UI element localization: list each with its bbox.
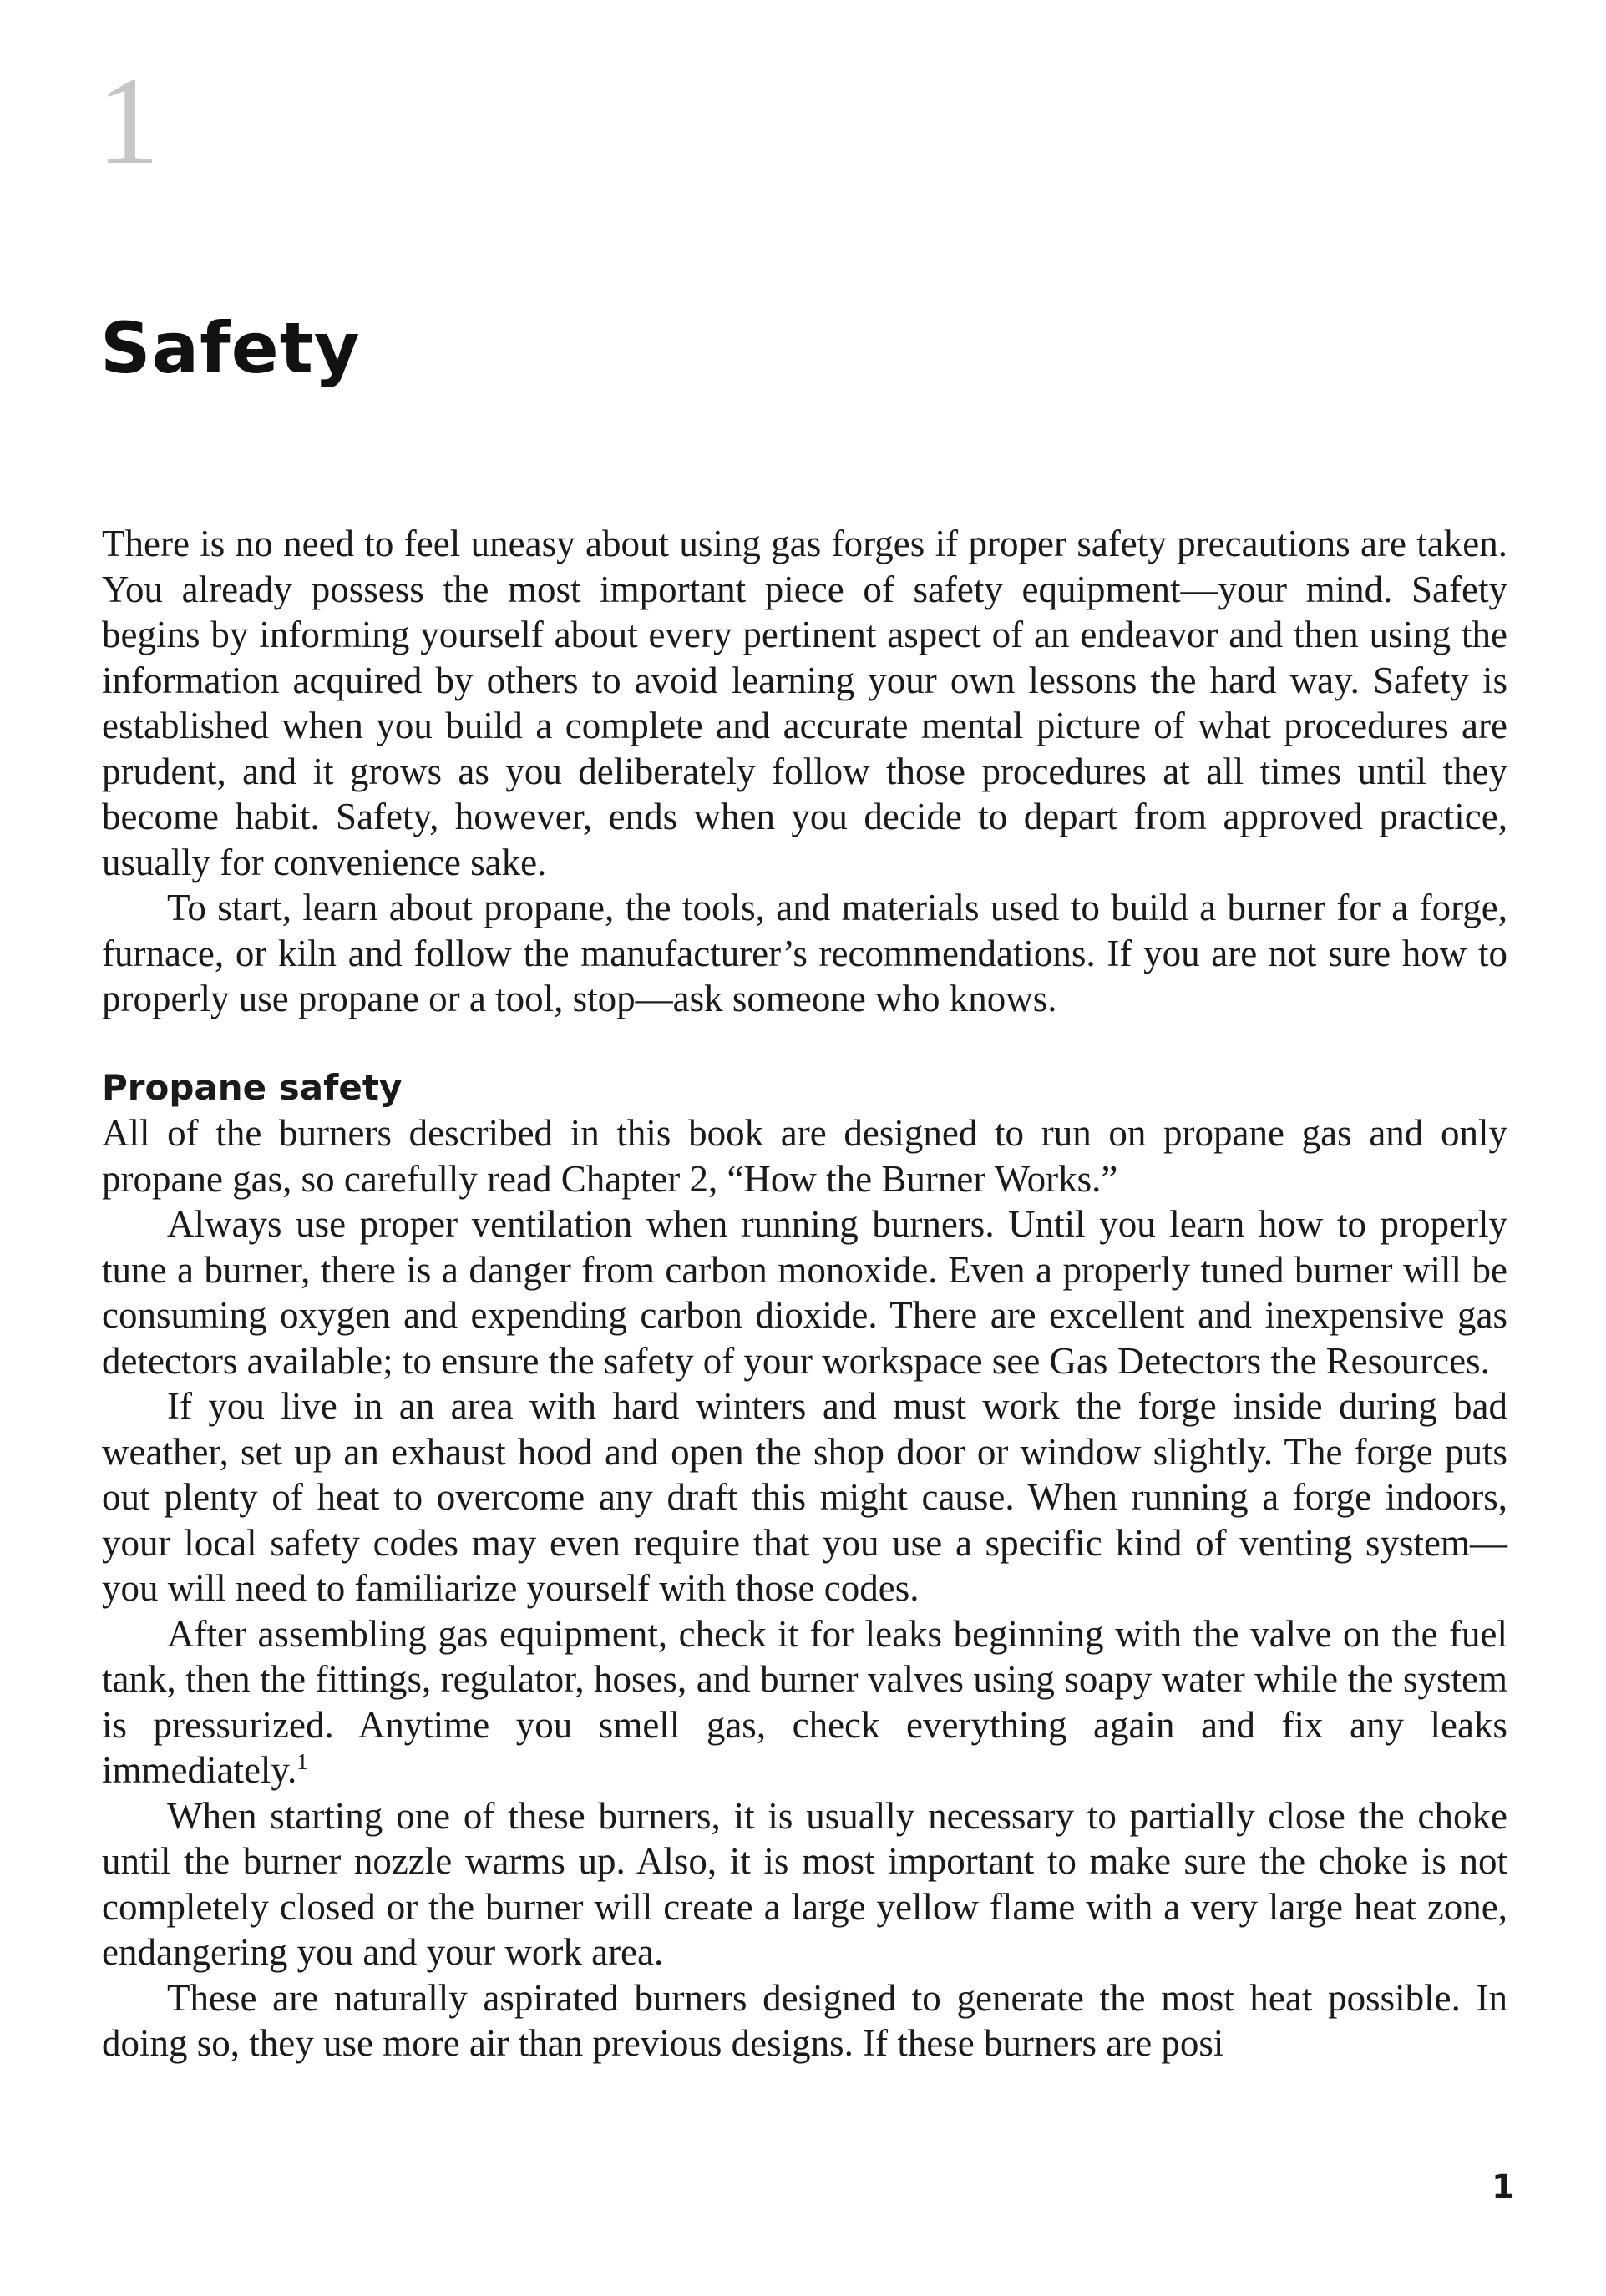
section-heading: Propane safety xyxy=(102,1067,403,1108)
intro-section xyxy=(102,521,1507,1022)
paragraph: If you live in an area with hard winters and must work the forge inside during bad weather, set up an exhaust hood and open the shop door or window slightly. The forge puts out plenty of heat to overcome any draft this might cause. When running a forge indoors, your local safety codes may even require that you use a specific kind of venting system—you will need to familiarize yourself with those codes. xyxy=(102,1385,1507,1609)
chapter-number: 1 xyxy=(97,52,160,190)
footnote-reference[interactable]: 1 xyxy=(296,1749,308,1774)
paragraph: These are naturally aspirated burners designed to generate the most heat possible. In doing so, they use more air than previous designs. If these burners are posi xyxy=(102,1976,1507,2064)
paragraph-text: After assembling gas equipment, check it for leaks beginning with the valve on the fuel tank, then the fittings, regulator, hoses, and burner valves using soapy water while the system is pressurized. Anytime you smell gas, check everything again and fix any leaks immediately. xyxy=(102,1612,1507,1791)
paragraph xyxy=(102,1611,1507,1793)
chapter-title: Safety xyxy=(100,307,361,389)
paragraph: When starting one of these burners, it is usually necessary to partially close the choke until the burner nozzle warms up. Also, it is most important to make sure the choke is not completely closed or the burner will create a large yellow flame with a very large heat zone, endangering you and your work area. xyxy=(102,1794,1507,1973)
paragraph: All of the burners described in this book are designed to run on propane gas and only propane gas, so carefully read Chapter 2, “How the Burner Works.” xyxy=(102,1112,1507,1200)
page-number: 1 xyxy=(1492,2168,1515,2207)
propane-safety-section xyxy=(102,1065,1507,2066)
paragraph: Always use proper ventilation when running burners. Until you learn how to properly tune a burner, there is a danger from carbon monoxide. Even a properly tuned burner will be consuming oxygen and expending carbon dioxide. There are excellent and inexpensive gas detectors available; to ensure the safety of your workspace see Gas Detectors the Resources. xyxy=(102,1203,1507,1382)
paragraph: There is no need to feel uneasy about using gas forges if proper safety precautions are taken. You already possess the most important piece of safety equipment—your mind. Safety begins by informing yourself about every pertinent aspect of an endeavor and then using the information acquired by others to avoid learning your own lessons the hard way. Safety is established when you build a complete and accurate mental picture of what procedures are prudent, and it grows as you deliberately follow those procedures at all times until they become habit. Safety, however, ends when you decide to depart from approved practice, usually for convenience sake. xyxy=(102,523,1507,883)
paragraph: To start, learn about propane, the tools, and materials used to build a burner for a forge, furnace, or kiln and follow the manufacturer’s recommendations. If you are not sure how to properly use propane or a tool, stop—ask someone who knows. xyxy=(102,887,1507,1019)
